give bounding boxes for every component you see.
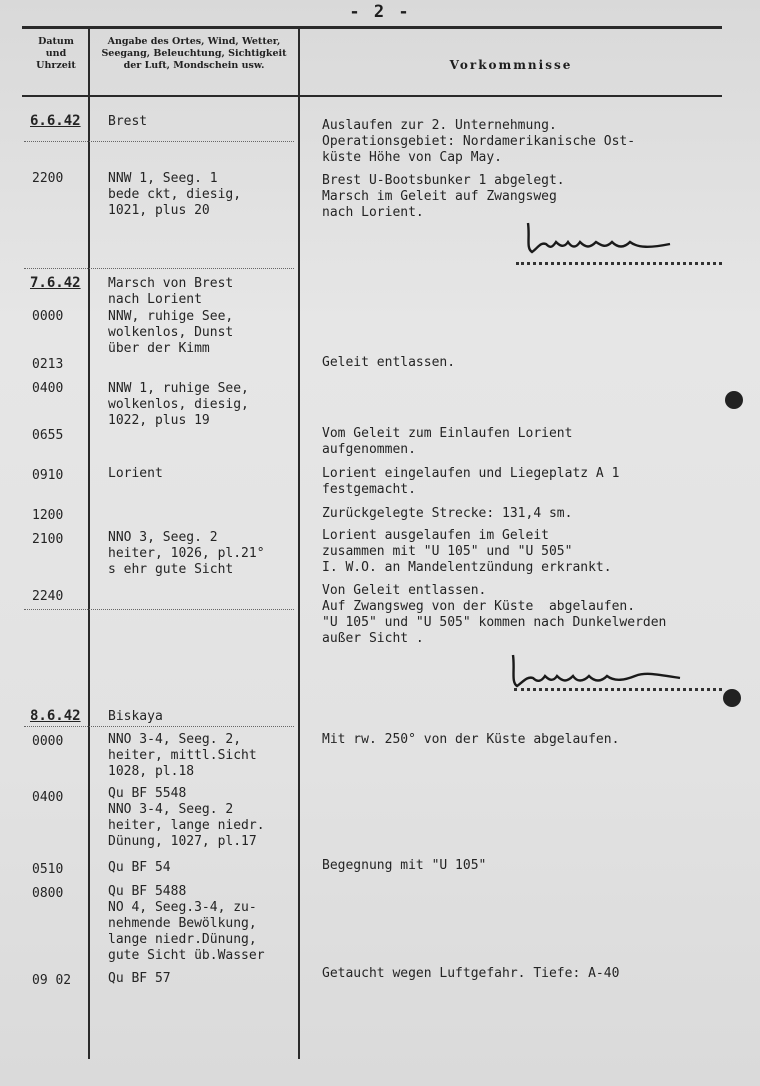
entry-place: NNO 3-4, Seeg. 2 [108,802,234,817]
entry-time: 0000 [32,309,64,324]
entry-place: 1021, plus 20 [108,203,210,218]
punch-hole [723,689,741,707]
entry-place: Qu BF 57 [108,971,171,986]
header-place-line: Angabe des Ortes, Wind, Wetter, [107,36,281,47]
header-rule [22,95,722,97]
entry-event: "U 105" und "U 505" kommen nach Dunkelwerden [322,615,667,630]
signature-image [505,652,695,692]
entry-place: bede ckt, diesig, [108,187,242,202]
entry-event: festgemacht. [322,482,416,497]
entry-place: Qu BF 5488 [108,884,187,899]
entry-place: Qu BF 54 [108,860,171,875]
separator-dots [24,141,294,142]
header-place-line: der Luft, Mondschein usw. [123,60,265,71]
header-datum [26,36,86,72]
entry-time: 09 02 [32,973,72,988]
column-divider-1 [88,27,90,1059]
punch-hole [725,391,743,409]
entry-time: 2100 [32,532,64,547]
entry-time: 0910 [32,468,64,483]
header-place-line: Seegang, Beleuchtung, Sichtigkeit [101,48,287,59]
separator-dots [24,268,294,269]
entry-event: aufgenommen. [322,442,416,457]
entry-place: s ehr gute Sicht [108,562,234,577]
entry-date: 6.6.42 [30,113,81,129]
entry-place: NNW, ruhige See, [108,309,234,324]
separator-dots [24,609,294,610]
entry-event: Lorient ausgelaufen im Geleit [322,528,549,543]
entry-event: Operationsgebiet: Nordamerikanische Ost- [322,134,636,149]
entry-place: NNO 3-4, Seeg. 2, [108,732,242,747]
entry-time: 0655 [32,428,64,443]
entry-place: NO 4, Seeg.3-4, zu- [108,900,257,915]
entry-event: I. W.O. an Mandelentzündung erkrankt. [322,560,612,575]
entry-place: lange niedr.Dünung, [108,932,257,947]
entry-time: 0000 [32,734,64,749]
signature-image [520,218,690,258]
entry-time: 0510 [32,862,64,877]
entry-event: küste Höhe von Cap May. [322,150,503,165]
entry-event: Marsch im Geleit auf Zwangsweg [322,189,557,204]
entry-place: Marsch von Brest [108,276,234,291]
entry-place: NNW 1, Seeg. 1 [108,171,218,186]
entry-time: 0213 [32,357,64,372]
entry-event: Brest U-Bootsbunker 1 abgelegt. [322,173,565,188]
separator-dots [24,726,294,727]
entry-event: Mit rw. 250° von der Küste abgelaufen. [322,732,620,747]
header-datum-line: Datum [38,36,74,47]
entry-place: heiter, mittl.Sicht [108,748,257,763]
signature-separator [514,688,722,691]
entry-place: wolkenlos, Dunst [108,325,234,340]
entry-place: wolkenlos, diesig, [108,397,249,412]
column-divider-2 [298,27,300,1059]
entry-place: gute Sicht üb.Wasser [108,948,265,963]
entry-event: Von Geleit entlassen. [322,583,487,598]
entry-event: Lorient eingelaufen und Liegeplatz A 1 [322,466,620,481]
entry-place: über der Kimm [108,341,210,356]
entry-time: 0400 [32,381,64,396]
entry-place: nehmende Bewölkung, [108,916,257,931]
entry-place: Qu BF 5548 [108,786,187,801]
entry-date: 7.6.42 [30,275,81,291]
entry-time: 0400 [32,790,64,805]
entry-event: Zurückgelegte Strecke: 131,4 sm. [322,506,573,521]
entry-place: Biskaya [108,709,163,724]
entry-event: außer Sicht . [322,631,424,646]
entry-place: Brest [108,114,148,129]
entry-event: Geleit entlassen. [322,355,456,370]
page-number: - 2 - [349,2,411,22]
entry-event: Auslaufen zur 2. Unternehmung. [322,118,557,133]
entry-place: 1028, pl.18 [108,764,195,779]
entry-place: heiter, 1026, pl.21° [108,546,265,561]
entry-time: 0800 [32,886,64,901]
entry-event: zusammen mit "U 105" und "U 505" [322,544,573,559]
entry-event: Begegnung mit "U 105" [322,858,487,873]
top-rule [22,26,722,29]
entry-place: NNW 1, ruhige See, [108,381,249,396]
entry-place: 1022, plus 19 [108,413,210,428]
header-vorkommnisse: Vorkommnisse [449,58,573,72]
entry-place: Dünung, 1027, pl.17 [108,834,257,849]
entry-event: Auf Zwangsweg von der Küste abgelaufen. [322,599,636,614]
entry-time: 2200 [32,171,64,186]
entry-date: 8.6.42 [30,708,81,724]
signature-separator [516,262,722,265]
entry-event: nach Lorient. [322,205,424,220]
entry-time: 1200 [32,508,64,523]
entry-place: nach Lorient [108,292,202,307]
entry-event: Getaucht wegen Luftgefahr. Tiefe: A-40 [322,966,620,981]
entry-place: heiter, lange niedr. [108,818,265,833]
entry-place: NNO 3, Seeg. 2 [108,530,218,545]
header-datum-line: und [45,48,67,59]
entry-place: Lorient [108,466,163,481]
entry-time: 2240 [32,589,64,604]
entry-event: Vom Geleit zum Einlaufen Lorient [322,426,573,441]
header-datum-line: Uhrzeit [36,60,76,71]
header-place [90,36,298,72]
